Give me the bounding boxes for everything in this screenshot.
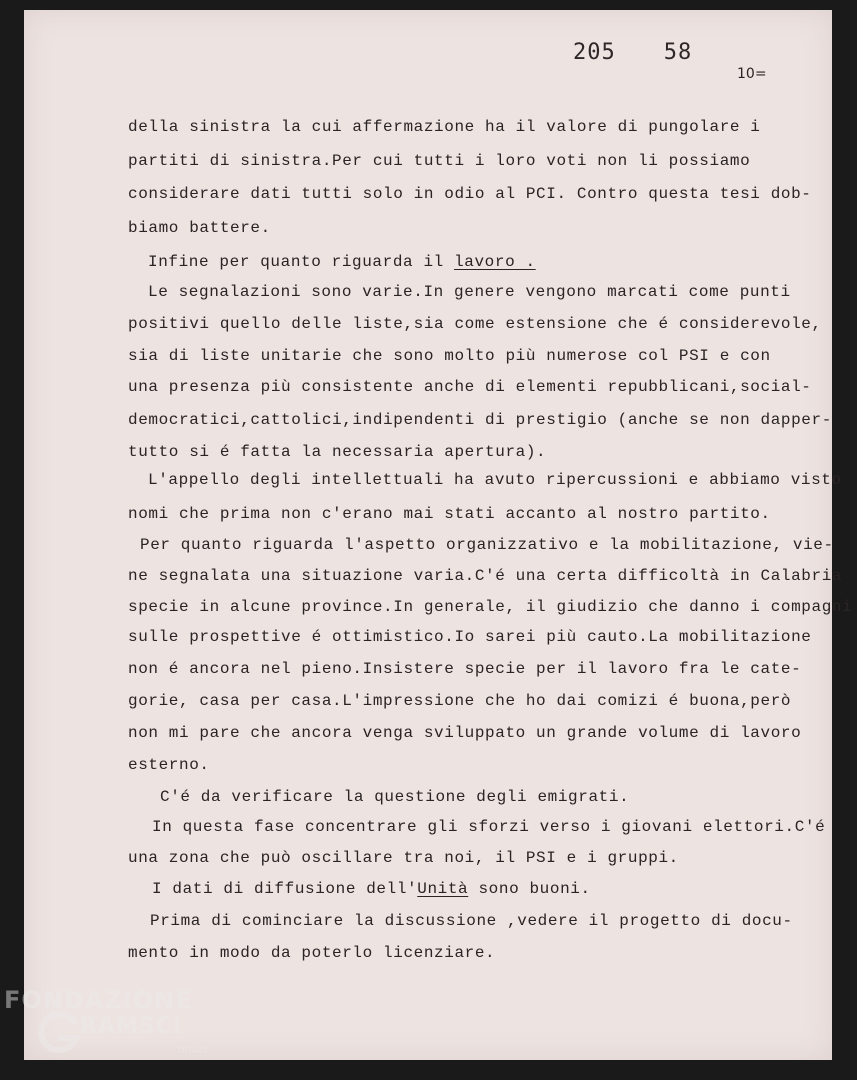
text-line: ne segnalata una situazione varia.C'é una certa difficoltà in Calabria	[128, 567, 843, 585]
watermark-suffix: onlus	[178, 1042, 208, 1055]
sheet-mark: 10=	[737, 66, 767, 82]
watermark-g-logo	[36, 1010, 82, 1056]
text-line: specie in alcune province.In generale, il giudizio che danno i compagni	[128, 598, 853, 616]
page-number	[573, 40, 692, 65]
text-line: considerare dati tutti solo in odio al PCI. Contro questa tesi dob-	[128, 185, 812, 203]
text-line: biamo battere.	[128, 219, 271, 237]
underlined-term: lavoro .	[454, 253, 536, 271]
text-segment: Infine per quanto riguarda il	[148, 253, 444, 271]
text-line: non é ancora nel pieno.Insistere specie per il lavoro fra le cate-	[128, 660, 802, 678]
text-segment: sono buoni.	[468, 880, 591, 898]
page-number-secondary: 58	[663, 40, 693, 65]
text-line: esterno.	[128, 756, 210, 774]
watermark-line-2: RAMSCI	[80, 1014, 183, 1039]
text-line: tutto si é fatta la necessaria apertura).	[128, 443, 547, 461]
text-line: partiti di sinistra.Per cui tutti i loro voti non li possiamo	[128, 152, 751, 170]
text-segment: I dati di diffusione dell'	[152, 880, 418, 898]
text-line: nomi che prima non c'erano mai stati accanto al nostro partito.	[128, 505, 771, 523]
text-line	[148, 253, 536, 271]
text-line: mento in modo da poterlo licenziare.	[128, 944, 496, 962]
text-line: sia di liste unitarie che sono molto più numerose col PSI e con	[128, 347, 771, 365]
text-line: sulle prospettive é ottimistico.Io sarei più cauto.La mobilitazione	[128, 628, 812, 646]
text-line: Le segnalazioni sono varie.In genere vengono marcati come punti	[148, 283, 791, 301]
text-line: non mi pare che ancora venga sviluppato un grande volume di lavoro	[128, 724, 802, 742]
watermark-line-1: FONDAZIONE	[4, 986, 193, 1014]
text-line: una zona che può oscillare tra noi, il PSI e i gruppi.	[128, 849, 679, 867]
text-line: gorie, casa per casa.L'impressione che ho dai comizi é buona,però	[128, 692, 792, 710]
text-line: L'appello degli intellettuali ha avuto ripercussioni e abbiamo visto	[148, 471, 842, 489]
text-line	[152, 880, 591, 898]
text-line: della sinistra la cui affermazione ha il valore di pungolare i	[128, 118, 761, 136]
page-number-primary: 205	[573, 40, 616, 65]
text-line: In questa fase concentrare gli sforzi verso i giovani elettori.C'é	[152, 818, 826, 836]
underlined-term: Unità	[417, 880, 469, 898]
text-line: C'é da verificare la questione degli emigrati.	[160, 788, 630, 806]
archive-watermark	[4, 986, 224, 1076]
text-line: Per quanto riguarda l'aspetto organizzativo e la mobilitazione, vie-	[140, 536, 834, 554]
text-line: democratici,cattolici,indipendenti di prestigio (anche se non dapper-	[128, 411, 832, 429]
text-line: Prima di cominciare la discussione ,vedere il progetto di docu-	[150, 912, 793, 930]
text-line: una presenza più consistente anche di elementi repubblicani,social-	[128, 378, 812, 396]
text-line: positivi quello delle liste,sia come estensione che é considerevole,	[128, 315, 822, 333]
